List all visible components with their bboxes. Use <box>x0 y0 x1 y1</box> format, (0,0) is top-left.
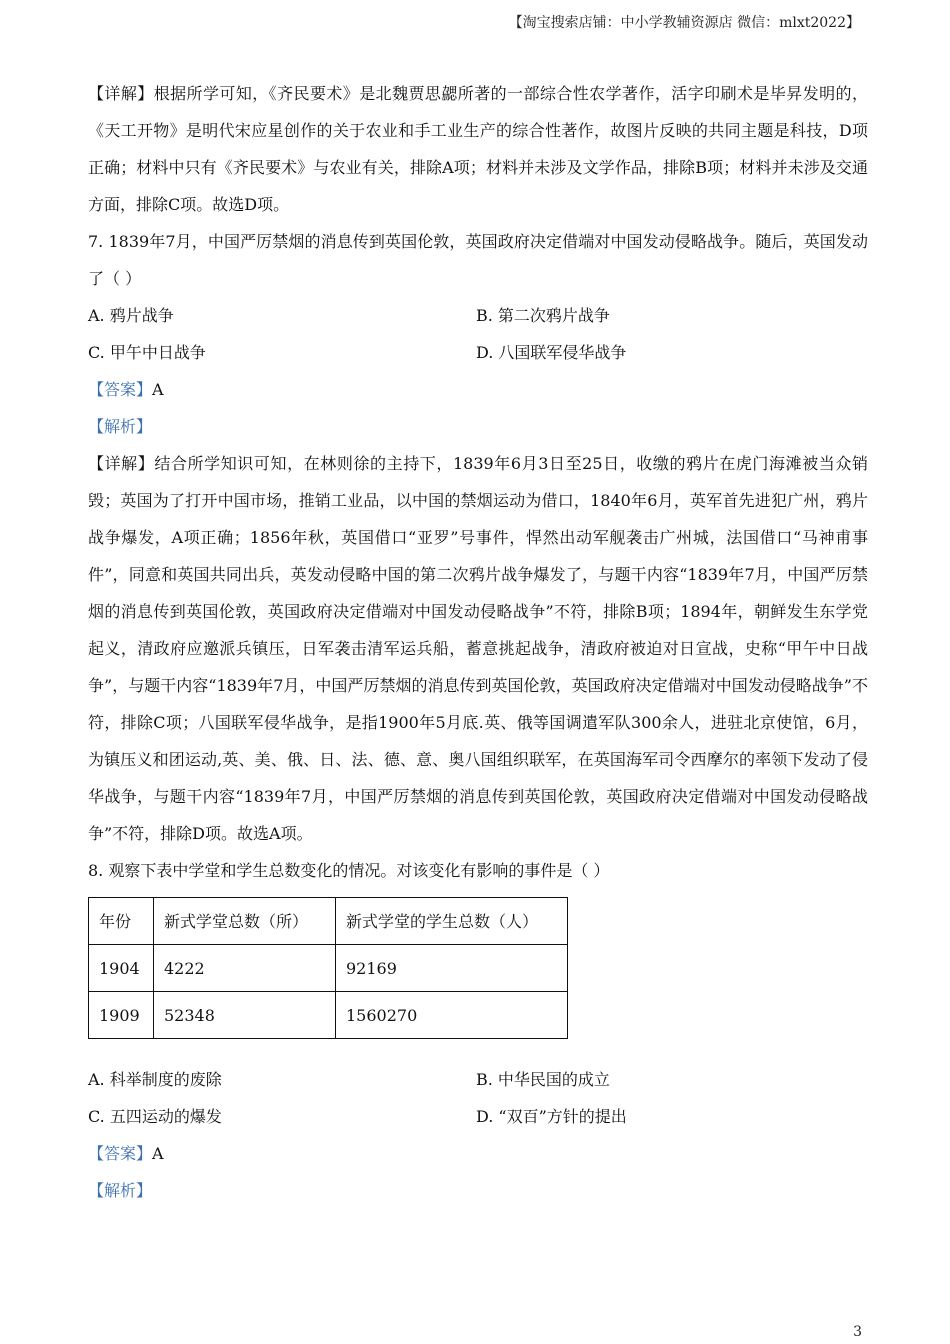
answer-tag: 【答案】 <box>88 1144 153 1163</box>
cell-year: 1909 <box>89 992 154 1039</box>
q8-option-d: D. “双百”方针的提出 <box>476 1107 627 1126</box>
q7-option-b: B. 第二次鸦片战争 <box>476 306 610 325</box>
q8-stem: 8. 观察下表中学堂和学生总数变化的情况。对该变化有影响的事件是（ ） <box>88 861 610 880</box>
q7-option-a: A. 鸦片战争 <box>88 306 174 325</box>
q8-analysis <box>88 1172 868 1209</box>
cell-school-count: 52348 <box>154 992 336 1039</box>
header-student-count: 新式学堂的学生总数（人） <box>336 898 568 945</box>
cell-school-count: 4222 <box>154 945 336 992</box>
q7-stem: 7. 1839年7月，中国严厉禁烟的消息传到英国伦敦，英国政府决定借端对中国发动侵略战争。随后，英国发动了（ ） <box>88 232 868 288</box>
explain-tag: 【详解】 <box>88 84 154 103</box>
q7-option-c: C. 甲午中日战争 <box>88 343 206 362</box>
answer-tag: 【答案】 <box>88 380 153 399</box>
table-header-row <box>89 898 568 945</box>
school-stats-table <box>88 897 568 1039</box>
shop-header: 【淘宝搜索店铺：中小学教辅资源店 微信：mlxt2022】 <box>508 15 860 31</box>
explain-text: 根据所学可知，《齐民要术》是北魏贾思勰所著的一部综合性农学著作，活字印刷术是毕昇发明的，《天工开物》是明代宋应星创作的关于农业和手工业生产的综合性著作，故图片反映的共同主题是科技，D项正确；材料中只有《齐民要术》与农业有关，排除A项；材料并未涉及文学作品，排除B项；材料并未涉及交通方面，排除C项。故选D项。 <box>88 84 868 214</box>
document-body <box>88 75 868 1209</box>
q7-analysis <box>88 408 868 445</box>
analysis-tag: 【解析】 <box>88 417 153 436</box>
q8-option-c: C. 五四运动的爆发 <box>88 1107 222 1126</box>
explain-tag: 【详解】 <box>88 454 155 473</box>
page-number: 3 <box>853 1324 862 1340</box>
q8-options-row-1 <box>88 1061 868 1098</box>
cell-student-count: 1560270 <box>336 992 568 1039</box>
q6-explanation <box>88 75 868 223</box>
q7-explanation <box>88 445 868 852</box>
header-school-count: 新式学堂总数（所） <box>154 898 336 945</box>
cell-student-count: 92169 <box>336 945 568 992</box>
header-year: 年份 <box>89 898 154 945</box>
q7-option-d: D. 八国联军侵华战争 <box>476 343 627 362</box>
analysis-tag: 【解析】 <box>88 1181 153 1200</box>
answer-value: A <box>152 1144 164 1163</box>
q8-option-b: B. 中华民国的成立 <box>476 1070 610 1089</box>
cell-year: 1904 <box>89 945 154 992</box>
q7-options-row-1 <box>88 297 868 334</box>
q8-option-a: A. 科举制度的废除 <box>88 1070 222 1089</box>
q8-answer <box>88 1135 868 1172</box>
q8-options-row-2 <box>88 1098 868 1135</box>
q7-options-row-2 <box>88 334 868 371</box>
answer-value: A <box>152 380 164 399</box>
explain-text: 结合所学知识可知，在林则徐的主持下，1839年6月3日至25日，收缴的鸦片在虎门海滩被当众销毁；英国为了打开中国市场，推销工业品，以中国的禁烟运动为借口，1840年6月，英军首先进犯广州，鸦片战争爆发，A项正确；1856年秋，英国借口“亚罗”号事件，悍然出动军舰袭击广州城，法国借口“马神甫事件”，同意和英国共同出兵，英发动侵略中国的第二次鸦片战争爆发了，与题干内容“1839年7月，中国严厉禁烟的消息传到英国伦敦，英国政府决定借端对中国发动侵略战争”不符，排除B项；1894年，朝鲜发生东学党起义，清政府应邀派兵镇压，日军袭击清军运兵船，蓄意挑起战争，清政府被迫对日宣战，史称“甲午中日战争”，与题干内容“1839年7月，中国严厉禁烟的消息传到英国伦敦，英国政府决定借端对中国发动侵略战争”不符，排除C项；八国联军侵华战争，是指1900年5月底.英、俄等国调遣军队300余人，进驻北京使馆，6月，为镇压义和团运动,英、美、俄、日、法、德、意、奥八国组织联军，在英国海军司令西摩尔的率领下发动了侵华战争，与题干内容“1839年7月，中国严厉禁烟的消息传到英国伦敦，英国政府决定借端对中国发动侵略战争”不符，排除D项。故选A项。 <box>88 454 868 843</box>
q7-answer <box>88 371 868 408</box>
table-row <box>89 992 568 1039</box>
table-row <box>89 945 568 992</box>
